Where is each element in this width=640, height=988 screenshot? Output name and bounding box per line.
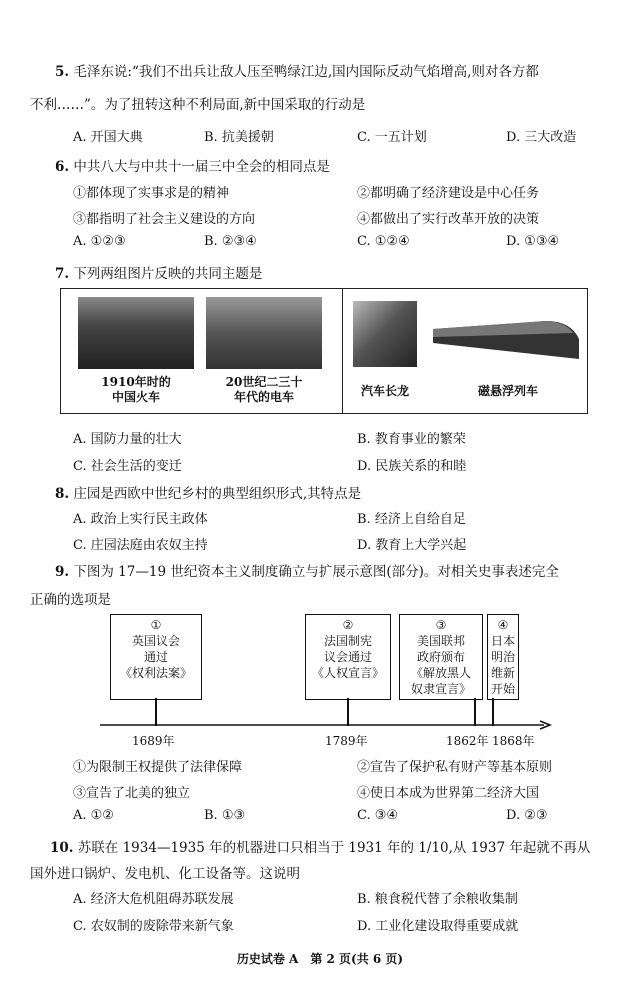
q9-statement-2: ②宣告了保护私有财产等基本原则: [357, 760, 553, 775]
page-footer: 历史试卷 A 第 2 页(共 6 页): [236, 952, 404, 966]
photo-group-2: [342, 288, 588, 414]
caption-tram-1920s: 20世纪二三十 年代的电车: [225, 375, 303, 404]
timeline-box-2: ② 法国制宪 议会通过 《人权宣言》: [305, 614, 391, 700]
q5-option-d: D. 三大改造: [506, 130, 577, 145]
q6-stem: 6. 中共八大与中共十一届三中全会的相同点是: [55, 159, 330, 175]
q6-statement-1: ①都体现了实事求是的精神: [73, 186, 230, 201]
q9-option-b: B. ①③: [204, 808, 246, 823]
q10-stem-line1: 10. 苏联在 1934—1935 年的机器进口只相当于 1931 年的 1/10,从 1937 年起就不再从: [50, 840, 591, 856]
q9-statement-4: ④使日本成为世界第二经济大国: [357, 786, 540, 801]
q7-option-a: A. 国防力量的壮大: [73, 432, 182, 447]
q9-option-d: D. ②③: [506, 808, 548, 823]
train-1910-photo: [78, 297, 194, 369]
caption-train-1910: 1910年时的 中国火车: [101, 375, 171, 404]
year-1689: 1689年: [132, 734, 175, 748]
q7-stem: 7. 下列两组图片反映的共同主题是: [55, 266, 263, 282]
timeline-box-4: ④ 日本 明治 维新 开始: [487, 614, 519, 700]
q7-option-c: C. 社会生活的变迁: [73, 459, 182, 474]
timeline-box-3: ③ 美国联邦 政府颁布 《解放黑人 奴隶宣言》: [399, 614, 483, 700]
traffic-jam-photo: [353, 301, 417, 367]
year-1789: 1789年: [325, 734, 368, 748]
q9-option-c: C. ③④: [357, 808, 399, 823]
q8-option-b: B. 经济上自给自足: [357, 512, 466, 527]
q6-statement-3: ③都指明了社会主义建设的方向: [73, 212, 256, 227]
q5-option-b: B. 抗美援朝: [204, 130, 274, 145]
timeline-box-1: ① 英国议会 通过 《权利法案》: [110, 614, 202, 700]
q5-stem-line1: 5. 毛泽东说:“我们不出兵让敌人压至鸭绿江边,国内国际反动气焰增高,则对各方都: [55, 64, 539, 80]
q6-option-d: D. ①③④: [506, 234, 560, 249]
q5-stem-line2: 不利……”。为了扭转这种不利局面,新中国采取的行动是: [30, 97, 366, 113]
year-1868: 1868年: [492, 734, 535, 748]
q10-option-d: D. 工业化建设取得重要成就: [357, 919, 519, 934]
q8-option-c: C. 庄园法庭由农奴主持: [73, 538, 208, 553]
q6-statement-2: ②都明确了经济建设是中心任务: [357, 186, 540, 201]
caption-traffic-jam: 汽车长龙: [360, 384, 409, 398]
q7-option-b: B. 教育事业的繁荣: [357, 432, 466, 447]
q7-option-d: D. 民族关系的和睦: [357, 459, 467, 474]
q10-option-a: A. 经济大危机阻碍苏联发展: [73, 892, 234, 907]
q10-option-b: B. 粮食税代替了余粮收集制: [357, 892, 518, 907]
q5-option-c: C. 一五计划: [357, 130, 427, 145]
maglev-train-photo: [431, 299, 581, 369]
q6-option-b: B. ②③④: [204, 234, 257, 249]
q6-statement-4: ④都做出了实行改革开放的决策: [357, 212, 540, 227]
q9-statement-3: ③宣告了北美的独立: [73, 786, 191, 801]
q8-stem: 8. 庄园是西欧中世纪乡村的典型组织形式,其特点是: [55, 486, 362, 502]
q10-stem-line2: 国外进口锅炉、发电机、化工设备等。这说明: [30, 866, 300, 882]
q6-option-a: A. ①②③: [73, 234, 126, 249]
q5-option-a: A. 开国大典: [73, 130, 143, 145]
q9-option-a: A. ①②: [73, 808, 114, 823]
timeline-axis: [100, 719, 552, 731]
year-1862: 1862年: [446, 734, 489, 748]
q8-option-a: A. 政治上实行民主政体: [73, 512, 208, 527]
caption-maglev: 磁悬浮列车: [477, 384, 538, 398]
q10-option-c: C. 农奴制的废除带来新气象: [73, 919, 234, 934]
photo-group-1: [60, 288, 344, 414]
q9-statement-1: ①为限制王权提供了法律保障: [73, 760, 243, 775]
tram-1920s-photo: [206, 297, 322, 369]
q6-option-c: C. ①②④: [357, 234, 410, 249]
q9-stem-line1: 9. 下图为 17—19 世纪资本主义制度确立与扩展示意图(部分)。对相关史事表述完全: [55, 564, 559, 580]
q9-stem-line2: 正确的选项是: [30, 592, 111, 608]
q8-option-d: D. 教育上大学兴起: [357, 538, 467, 553]
